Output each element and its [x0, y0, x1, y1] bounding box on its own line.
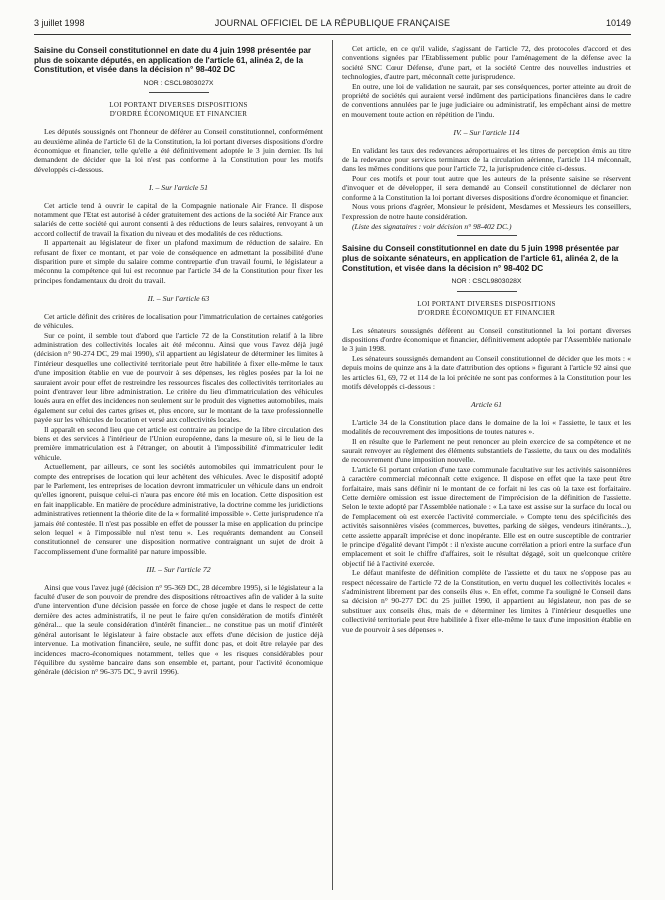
- section-heading: IV. – Sur l'article 114: [453, 128, 520, 138]
- left-column: [34, 44, 323, 677]
- paragraph: L'article 61 portant création d'une taxe communale facultative sur les activités saisonnières à caractère commercial méconnaît cette exigence. Il dispose en effet que la taxe peut être forfaitaire, mais sans définir ni le montant de ce forfait ni les cas où la taxe est forfaitaire. Cette dernière omission est issue directement de l'imprécision de la définition de l'assiette. Selon le texte adopté par l'Assemblée nationale : « La taxe est assise sur la surface du local ou de l'emplacement où est exercée l'activité commerciale. » Compte tenu des spécificités des activités saisonnières visées (commerces, buvettes, parking de sièges, vendeurs itinérants...), cette assiette apparaît imprécise et donc inopérante. Elle est en outre susceptible de contrarier le principe d'égalité devant l'impôt : il n'existe aucune corrélation a priori entre la surface d'un emplacement et soit le chiffre d'affaires, soit le résultat dégagé, soit un quelconque critère objectif lié à l'activité exercée.: [342, 464, 631, 568]
- law-title-line: D'ORDRE ÉCONOMIQUE ET FINANCIER: [109, 110, 248, 119]
- header-rule: [34, 34, 631, 35]
- paragraph: Il apparaît en second lieu que cet article est contraire au principe de la libre circulation des biens et des services à l'intérieur de l'Union européenne, dans la mesure où, si le lieu de la première immatriculation est à l'étranger, on aboutit à l'impossibilité d'immatriculer ledit véhicule.: [34, 424, 323, 462]
- paragraph: Ainsi que vous l'avez jugé (décision n° 95-369 DC, 28 décembre 1995), si le législateur a la faculté d'user de son pouvoir de prendre des dispositions rétroactives afin de valider à la suite d'une intervention d'une décision passée en force de chose jugée et dans le respect de cette dernière des actes administratifs, il ne peut le faire qu'en considération de motifs d'intérêt général... que la seule considération d'intérêt financier... ne constitue pas un motif d'intérêt général autorisant le législateur à faire obstacle aux effets d'une décision de justice déjà intervenue. La motivation financière, seule, ne suffit donc pas, et doit être relayée par des incidences macro-économiques notamment, telles que « les risques considérables pour l'équilibre du système bancaire dans son ensemble et, partant, pour l'activité économique générale (décision n° 96-375 DC, 9 avril 1996).: [34, 582, 323, 677]
- paragraph: Sur ce point, il semble tout d'abord que l'article 72 de la Constitution relatif à la libre administration des collectivités locales ait été méconnu. Ainsi que vous l'avez déjà jugé (décision n° 90-274 DC, 29 mai 1990), s'il appartient au législateur de déterminer les limites à l'intérieur desquelles une collectivité territoriale peut être habilitée à fixer elle-même le taux d'une imposition établie en vue de pourvoir à ses dépenses, les règles posées par la loi ne sauraient avoir pour effet de restreindre les ressources fiscales des collectivités territoriales au point d'entraver leur libre administration. Le critère du lieu d'immatriculation des véhicules loués aura en effet des incidences non seulement sur le produit des vignettes automobiles, mais également sur celui des cartes grises et, plus encore, sur le montant de la taxe professionnelle payée sur les véhicules de location et versé aux collectivités locales.: [34, 330, 323, 425]
- header-date: 3 juillet 1998: [34, 18, 85, 28]
- law-title-line: LOI PORTANT DIVERSES DISPOSITIONS: [109, 101, 248, 110]
- paragraph: Les sénateurs soussignés défèrent au Conseil constitutionnel la loi portant diverses dispositions d'ordre économique et financier, définitivement adoptée par l'Assemblée nationale le 3 juin 1998.: [342, 325, 631, 354]
- paragraph: Pour ces motifs et pour tout autre que les auteurs de la présente saisine se réservent d'invoquer et de développer, il sera demandé au Conseil constitutionnel de déclarer non conforme à la Constitution la loi portant diverses dispositions d'ordre économique et financier.: [342, 173, 631, 202]
- paragraph: Cet article définit des critères de localisation pour l'immatriculation de certaines catégories de véhicules.: [34, 311, 323, 331]
- right-column: [342, 44, 631, 634]
- section-heading: I. – Sur l'article 51: [148, 183, 209, 193]
- header-journal-title: JOURNAL OFFICIEL DE LA RÉPUBLIQUE FRANÇAISE: [214, 18, 451, 28]
- separator: [149, 92, 209, 93]
- paragraph: Cet article, en ce qu'il valide, s'agissant de l'article 72, des protocoles d'accord et des conventions signées par l'Etablissement public pour l'aménagement de la défense avec la société SNC Cœur Défense, d'une part, et la société Centre des nouvelles industries et technologies, d'autre part, méconnaît cette jurisprudence.: [342, 44, 631, 82]
- section-heading: II. – Sur l'article 63: [147, 294, 210, 304]
- column-divider: [332, 40, 333, 890]
- law-title-line: D'ORDRE ÉCONOMIQUE ET FINANCIER: [417, 308, 556, 317]
- nor-reference: NOR : CSCL9803028X: [451, 278, 522, 286]
- header-page-number: 10149: [605, 18, 631, 28]
- law-title: [342, 300, 631, 318]
- separator: [457, 291, 517, 292]
- paragraph: L'article 34 de la Constitution place dans le domaine de la loi « l'assiette, le taux et les modalités de recouvrement des impositions de toutes natures ».: [342, 417, 631, 437]
- paragraph: En validant les taux des redevances aéroportuaires et les titres de perception émis au titre de la redevance pour services terminaux de la circulation aérienne, l'article 114 méconnaît, dans les mêmes conditions que pour l'article 72, la jurisprudence citée ci-dessus.: [342, 145, 631, 174]
- paragraph: Les sénateurs soussignés demandent au Conseil constitutionnel de décider que les mots : « depuis moins de quinze ans à la date d'attribution des options » figurant à l'article 92 ainsi que les articles 61, 69, 72 et 114 de la loi précitée ne sont pas conformes à la Constitution pour les motifs développés ci-dessous :: [342, 353, 631, 391]
- separator: [457, 235, 517, 236]
- paragraph: Actuellement, par ailleurs, ce sont les sociétés automobiles qui immatriculent pour le compte des entreprises de location qui leur achètent des véhicules. Avec le dispositif adopté par le Parlement, les entreprises de location devront immatriculer un véhicule dans un endroit qu'elles ignorent, puisque celui-ci n'aura pas encore été mis en location. Cette disposition est en fait inapplicable. En matière de procédure administrative, la doctrine comme les juridictions administratives retiennent la théorie dite de la « formalité impossible ». Cette jurisprudence n'a jamais été contestée. Il n'est pas possible en effet de pousser la mise en application du principe selon lequel « à l'impossible nul n'est tenu ». Les requérants demandent au Conseil constitutionnel de censurer une disposition normative contraignant un sujet de droit à l'accomplissement d'une formalité par nature impossible.: [34, 462, 323, 556]
- paragraph: Nous vous prions d'agréer, Monsieur le président, Mesdames et Messieurs les conseillers, l'expression de notre haute considération.: [342, 202, 631, 221]
- paragraph: Cet article tend à ouvrir le capital de la Compagnie nationale Air France. Il dispose notamment que l'Etat est autorisé à céder gratuitement des actions de la société Air France aux salariés de cette société qui auront consenti à des réductions de leurs salaires, renvoyant à un accord collectif de travail la fixation du niveau et des modalités de ces réductions.: [34, 200, 323, 238]
- law-title-line: LOI PORTANT DIVERSES DISPOSITIONS: [417, 299, 556, 308]
- paragraph: Il appartenait au législateur de fixer un plafond maximum de réduction de salaire. En refusant de fixer ce montant, et par voie de conséquence en admettant la possibilité d'une disparition pure et simple du salaire comme contrepartie d'un travail fourni, le législateur a méconnu la compétence qui lui est reconnue par l'article 34 de la Constitution pour fixer les principes fondamentaux du droit du travail.: [34, 238, 323, 285]
- decision-title: Saisine du Conseil constitutionnel en date du 5 juin 1998 présentée par plus de soixante sénateurs, en application de l'article 61, alinéa 2, de la Constitution, et visée dans la décision n° 98-402 DC: [342, 244, 620, 273]
- decision-title: Saisine du Conseil constitutionnel en date du 4 juin 1998 présentée par plus de soixante députés, en application de l'article 61, alinéa 2, de la Constitution, et visée dans la décision n° 98-402 DC: [34, 46, 312, 75]
- page-header: [34, 18, 631, 32]
- paragraph: Le défaut manifeste de définition complète de l'assiette et du taux ne s'oppose pas au respect nécessaire de l'article 72 de la Constitution, en vertu duquel les collectivités locales « s'administrent librement par des conseils élus ». En effet, comme l'a souligné le Conseil dans sa décision n° 90-277 DC du 25 juillet 1990, il appartient au législateur, non pas de se substituer aux conseils élus, mais de « déterminer les limites à l'intérieur desquelles une collectivité territoriale peut être habilitée à fixer elle-même le taux d'une imposition établie en vue de pourvoir à ses dépenses ».: [342, 568, 631, 634]
- signatories-note: (Liste des signataires : voir décision n° 98-402 DC.): [352, 221, 512, 231]
- nor-reference: NOR : CSCL9803027X: [143, 79, 214, 87]
- law-title: [34, 101, 323, 119]
- paragraph: En outre, une loi de validation ne saurait, par ses conséquences, porter atteinte au droit de propriété de sociétés qui auraient versé indûment des participations financières dans le cadre de conventions annulées par le juge judiciaire ou administratif, les empêchant ainsi de mettre en mouvement toute action en répétition de l'indu.: [342, 81, 631, 119]
- section-heading: Article 61: [471, 400, 502, 410]
- section-heading: III. – Sur l'article 72: [146, 565, 211, 575]
- paragraph: Les députés soussignés ont l'honneur de déférer au Conseil constitutionnel, conformément au deuxième alinéa de l'article 61 de la Constitution, la loi portant diverses dispositions d'ordre économique et financier, telle qu'elle a été définitivement adoptée le 3 juin dernier. Ils lui demandent de décider que la loi n'est pas conforme à la Constitution pour les motifs développés ci-dessous.: [34, 127, 323, 174]
- paragraph: Il en résulte que le Parlement ne peut renoncer au plein exercice de sa compétence et ne saurait renvoyer au règlement des éléments substantiels de l'assiette, du taux ou des modalités de recouvrement d'une imposition nouvelle.: [342, 436, 631, 465]
